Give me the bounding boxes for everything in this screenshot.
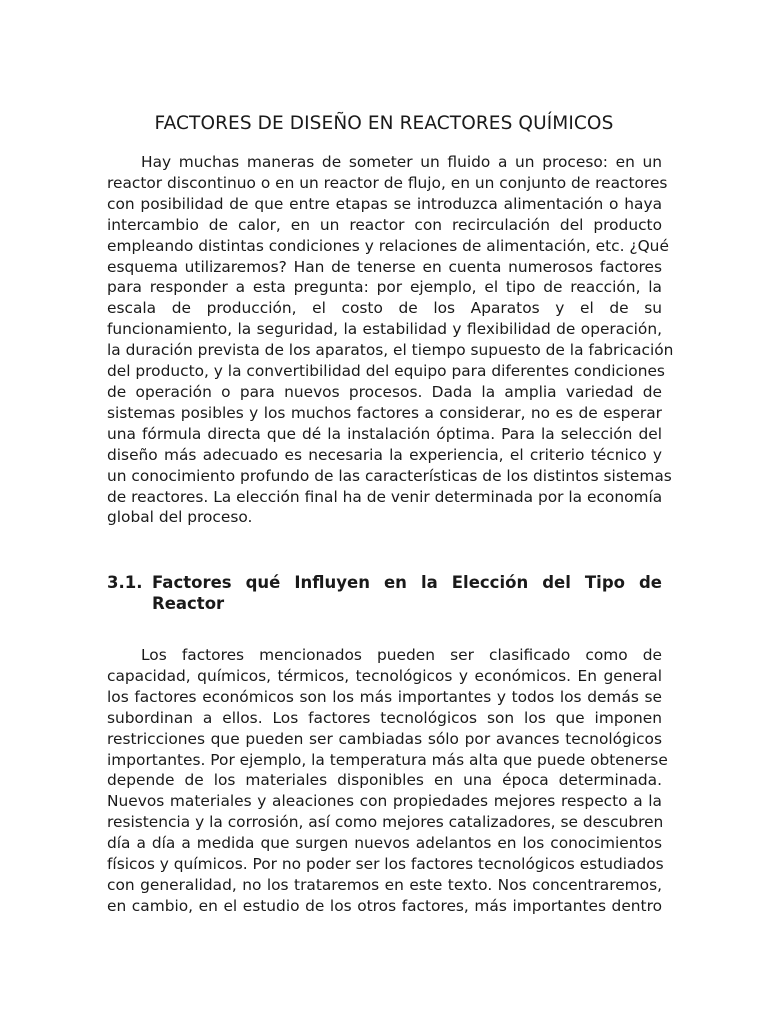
section-paragraph [107,645,668,917]
text-line: del producto, y la convertibilidad del equipo para diferentes condiciones [107,362,665,381]
text-line: intercambio de calor, en un reactor con recirculación del producto [107,215,662,234]
intro-paragraph [107,152,674,528]
text-line: con posibilidad de que entre etapas se introduzca alimentación o haya [107,194,662,213]
text-line: escala de producción, el costo de los Aparatos y el de su [107,299,662,318]
text-line: de operación o para nuevos procesos. Dada la amplia variedad de [107,382,662,401]
text-line: Nuevos materiales y aleaciones con propiedades mejores respecto a la [107,792,662,811]
text-line: depende de los materiales disponibles en una época determinada. [107,771,662,790]
text-line: reactor discontinuo o en un reactor de flujo, en un conjunto de reactores [107,173,668,192]
text-line: subordinan a ellos. Los factores tecnológicos son los que imponen [107,708,662,727]
section-title-line: Factores qué Influyen en la Elección del Tipo de [152,573,662,592]
document-title: FACTORES DE DISEÑO EN REACTORES QUÍMICOS [154,113,614,134]
text-line: una fórmula directa que dé la instalación óptima. Para la selección del [107,424,662,443]
section-title [152,572,662,614]
text-line: la duración prevista de los aparatos, el tiempo supuesto de la fabricación [107,341,674,360]
text-line: un conocimiento profundo de las características de los distintos sistemas [107,466,672,485]
text-line: empleando distintas condiciones y relaciones de alimentación, etc. ¿Qué [107,236,669,255]
text-line: funcionamiento, la seguridad, la estabilidad y flexibilidad de operación, [107,320,662,339]
text-line: esquema utilizaremos? Han de tenerse en cuenta numerosos factores [107,257,662,276]
text-line: restricciones que pueden ser cambiadas sólo por avances tecnológicos [107,729,662,748]
text-line: físicos y químicos. Por no poder ser los factores tecnológicos estudiados [107,855,664,874]
section-number: 3.1. [107,573,143,592]
text-line: Hay muchas maneras de someter un fluido a un proceso: en un [141,153,662,171]
text-line: con generalidad, no los trataremos en este texto. Nos concentraremos, [107,875,662,894]
text-line: importantes. Por ejemplo, la temperatura más alta que puede obtenerse [107,750,668,769]
text-line: global del proceso. [107,508,253,527]
text-line: resistencia y la corrosión, así como mejores catalizadores, se descubren [107,813,664,832]
text-line: para responder a esta pregunta: por ejemplo, el tipo de reacción, la [107,278,662,297]
text-line: capacidad, químicos, térmicos, tecnológicos y económicos. En general [107,666,662,685]
text-line: en cambio, en el estudio de los otros factores, más importantes dentro [107,896,662,915]
text-line: sistemas posibles y los muchos factores a considerar, no es de esperar [107,403,662,422]
text-line: día a día a medida que surgen nuevos adelantos en los conocimientos [107,834,662,853]
section-title-line: Reactor [152,594,225,613]
text-line: los factores económicos son los más importantes y todos los demás se [107,687,662,706]
section-heading [107,572,662,614]
text-line: Los factores mencionados pueden ser clasificado como de [141,646,662,664]
text-line: de reactores. La elección final ha de venir determinada por la economía [107,487,663,506]
text-line: diseño más adecuado es necesaria la experiencia, el criterio técnico y [107,445,662,464]
